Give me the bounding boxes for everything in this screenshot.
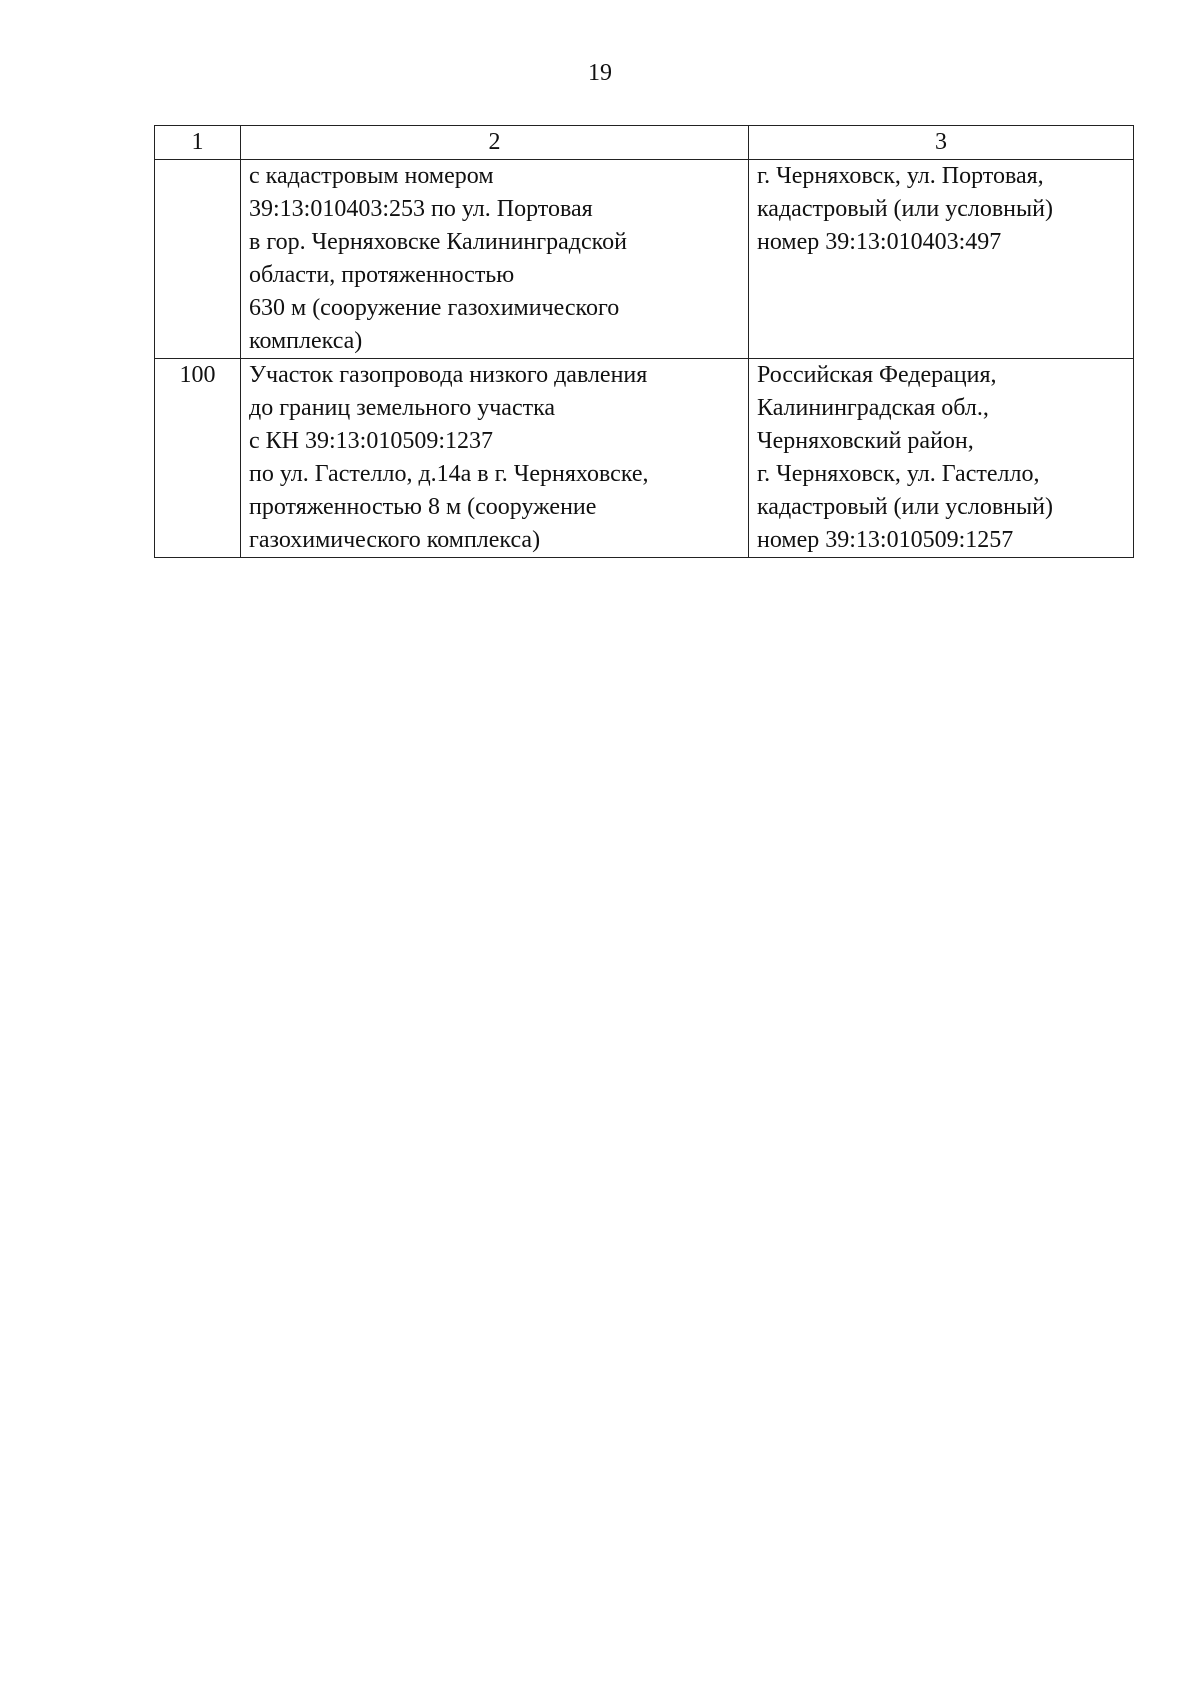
object-description <box>241 160 749 359</box>
location-line: номер 39:13:010509:1257 <box>757 527 1014 553</box>
column-header-2: 2 <box>241 126 749 160</box>
row-number: 100 <box>155 359 241 558</box>
description-line: в гор. Черняховске Калининградской <box>249 229 627 255</box>
description-line: по ул. Гастелло, д.14а в г. Черняховске, <box>249 461 649 487</box>
description-line: до границ земельного участка <box>249 395 556 421</box>
location-line: Российская Федерация, <box>757 362 997 388</box>
object-location <box>749 359 1134 558</box>
column-header-1: 1 <box>155 126 241 160</box>
object-location <box>749 160 1134 359</box>
object-description <box>241 359 749 558</box>
location-line: кадастровый (или условный) <box>757 494 1053 520</box>
column-header-3: 3 <box>749 126 1134 160</box>
description-line: 630 м (сооружение газохимического <box>249 295 620 321</box>
location-line: кадастровый (или условный) <box>757 196 1053 222</box>
description-line: газохимического комплекса) <box>249 527 541 553</box>
table-header-row <box>155 126 1134 160</box>
location-line: г. Черняховск, ул. Портовая, <box>757 163 1044 189</box>
table-row <box>155 160 1134 359</box>
location-line: г. Черняховск, ул. Гастелло, <box>757 461 1040 487</box>
row-number <box>155 160 241 359</box>
description-line: области, протяженностью <box>249 262 515 288</box>
page-number: 19 <box>588 60 612 86</box>
description-line: Участок газопровода низкого давления <box>249 362 648 388</box>
property-table <box>154 125 1134 558</box>
description-line: комплекса) <box>249 328 363 354</box>
location-line: Калининградская обл., <box>757 395 989 421</box>
description-line: 39:13:010403:253 по ул. Портовая <box>249 196 593 222</box>
description-line: с кадастровым номером <box>249 163 494 189</box>
description-line: протяженностью 8 м (сооружение <box>249 494 597 520</box>
location-line: номер 39:13:010403:497 <box>757 229 1002 255</box>
description-line: с КН 39:13:010509:1237 <box>249 428 493 454</box>
location-line: Черняховский район, <box>757 428 974 454</box>
table-row <box>155 359 1134 558</box>
